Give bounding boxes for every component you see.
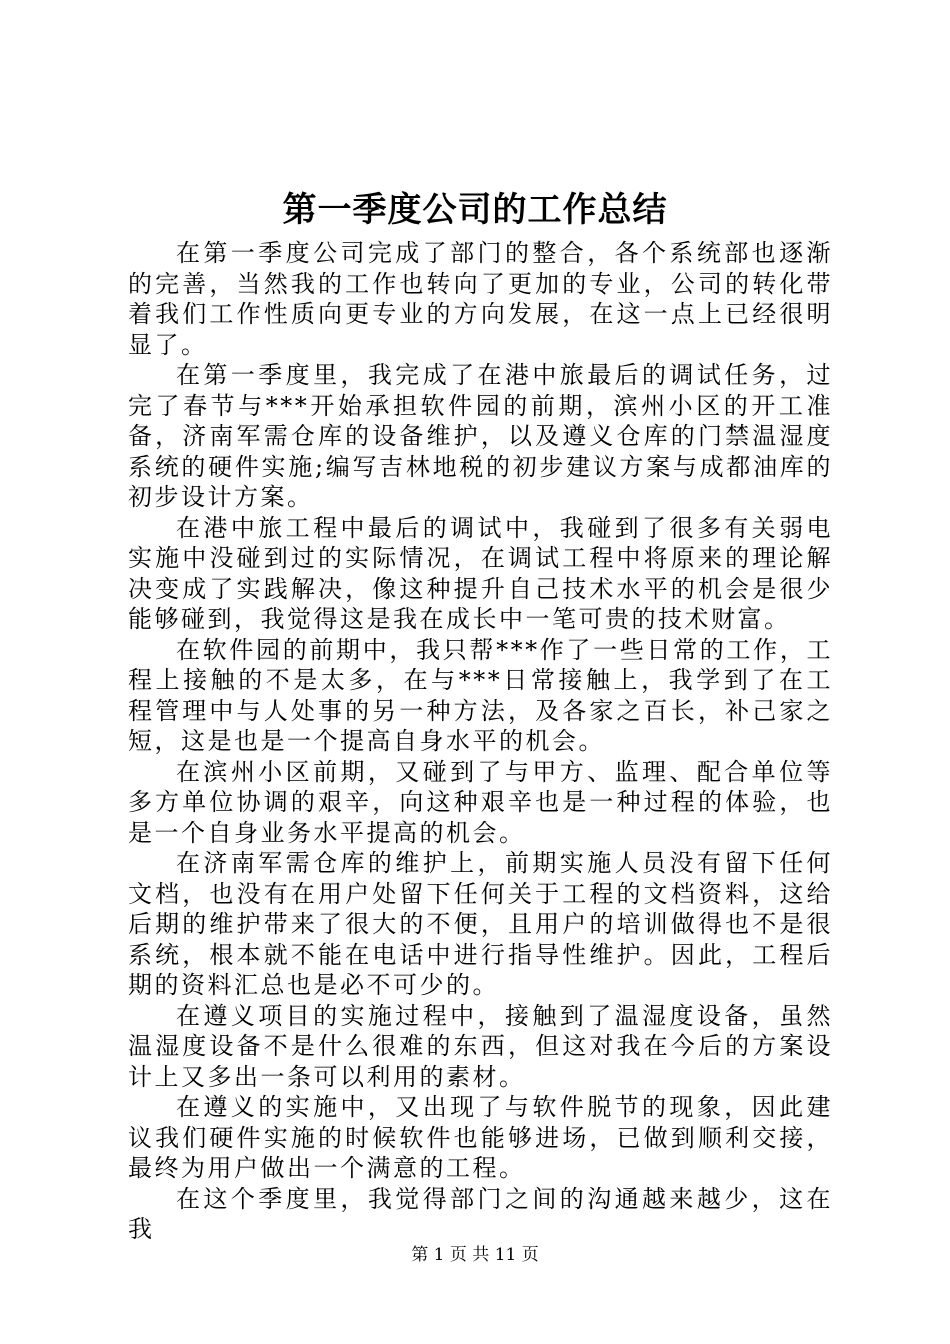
paragraph: 在这个季度里，我觉得部门之间的沟通越来越少，这在我 <box>128 1184 833 1243</box>
paragraph: 在济南军需仓库的维护上，前期实施人员没有留下任何文档，也没有在用户处留下任何关于工程的文档资料，这给后期的维护带来了很大的不便，且用户的培训做得也不是很系统，根本就不能在电话中进行指导性维护。因此，工程后期的资料汇总也是必不可少的。 <box>128 849 833 999</box>
paragraph: 在遵义项目的实施过程中，接触到了温湿度设备，虽然温湿度设备不是什么很难的东西，但这对我在今后的方案设计上又多出一条可以利用的素材。 <box>128 1001 833 1091</box>
paragraph: 在软件园的前期中，我只帮***作了一些日常的工作，工程上接触的不是太多，在与***日常接触上，我学到了在工程管理中与人处事的另一种方法，及各家之百长，补己家之短，这是也是一个提高自身水平的机会。 <box>128 635 833 755</box>
page-number-footer: 第 1 页 共 11 页 <box>411 1245 539 1265</box>
paragraph: 在滨州小区前期，又碰到了与甲方、监理、配合单位等多方单位协调的艰辛，向这种艰辛也是一种过程的体验，也是一个自身业务水平提高的机会。 <box>128 757 833 847</box>
document-body <box>128 238 833 1245</box>
paragraph: 在港中旅工程中最后的调试中，我碰到了很多有关弱电实施中没碰到过的实际情况，在调试工程中将原来的理论解决变成了实践解决，像这种提升自己技术水平的机会是很少能够碰到，我觉得这是我在成长中一笔可贵的技术财富。 <box>128 513 833 633</box>
document-title: 第一季度公司的工作总结 <box>282 190 668 230</box>
paragraph: 在遵义的实施中，又出现了与软件脱节的现象，因此建议我们硬件实施的时候软件也能够进场，已做到顺利交接，最终为用户做出一个满意的工程。 <box>128 1093 833 1182</box>
paragraph: 在第一季度公司完成了部门的整合，各个系统部也逐渐的完善，当然我的工作也转向了更加的专业，公司的转化带着我们工作性质向更专业的方向发展，在这一点上已经很明显了。 <box>128 239 833 359</box>
paragraph: 在第一季度里，我完成了在港中旅最后的调试任务，过完了春节与***开始承担软件园的前期，滨州小区的开工准备，济南军需仓库的设备维护，以及遵义仓库的门禁温湿度系统的硬件实施;编写吉林地税的初步建议方案与成都油库的初步设计方案。 <box>128 361 833 511</box>
